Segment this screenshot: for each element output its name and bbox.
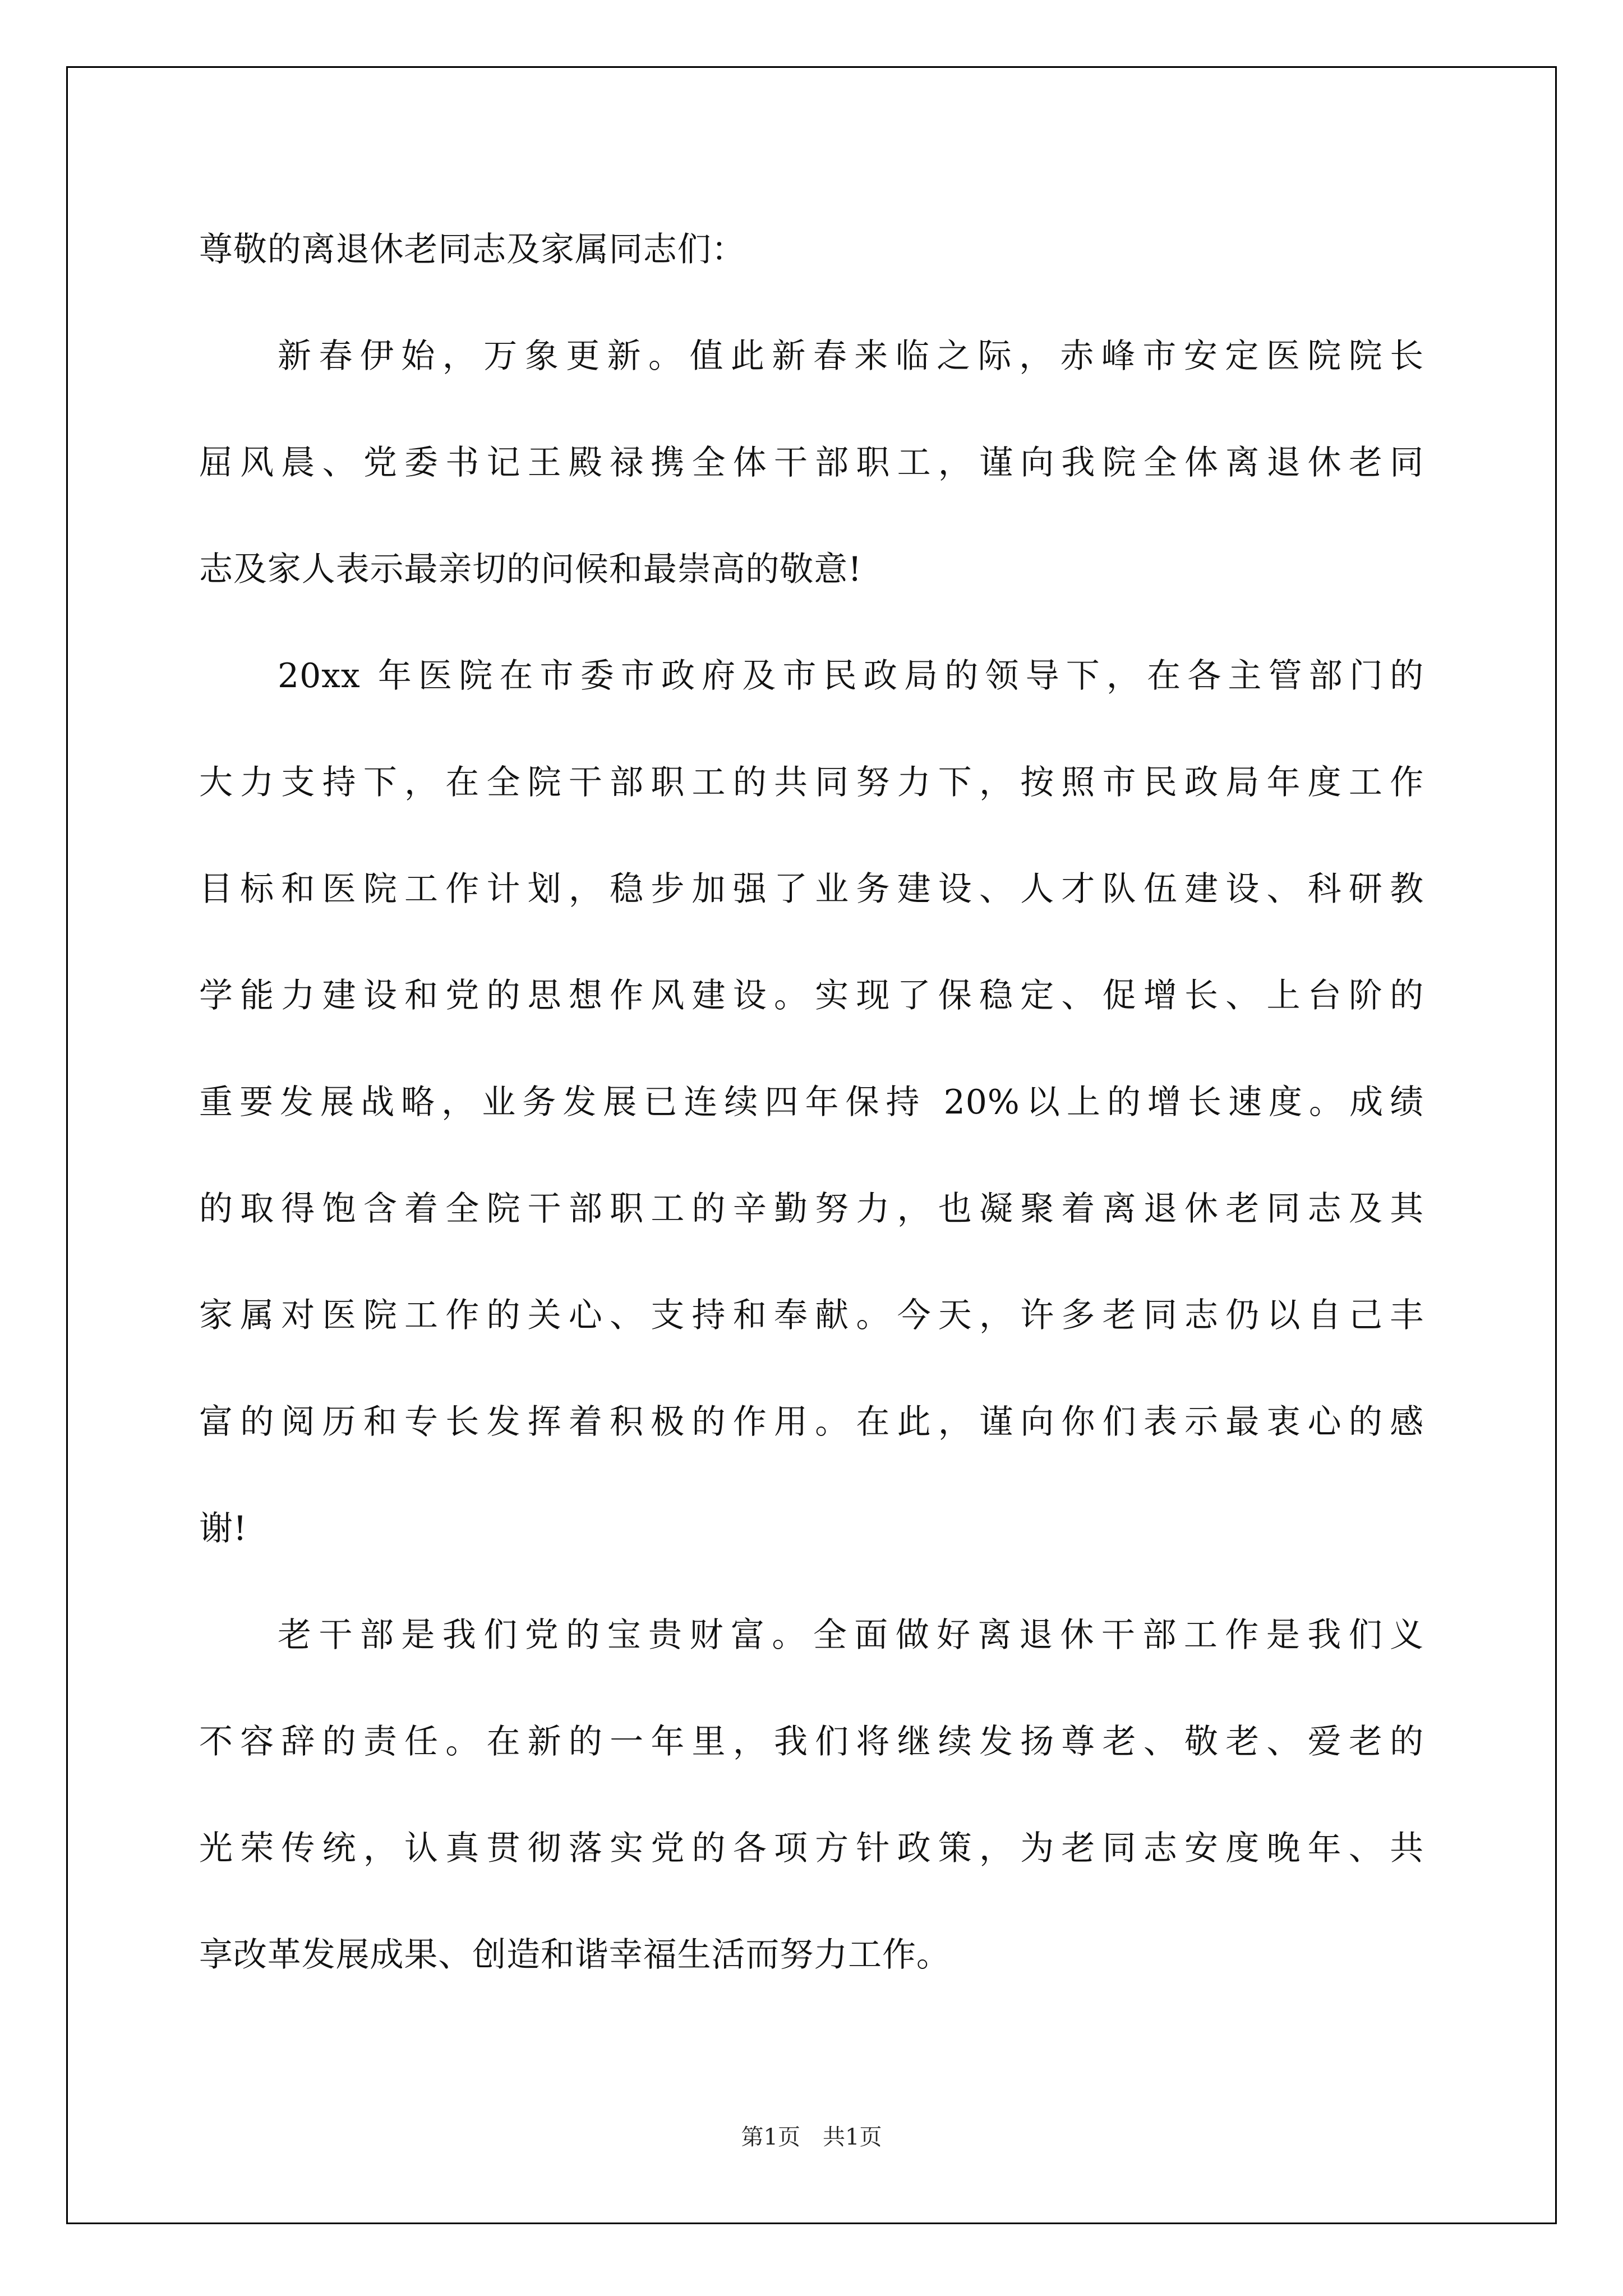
paragraph-3 (199, 1582, 1424, 2008)
text-line: 富的阅历和专长发挥着积极的作用。在此，谨向你们表示最衷心的感 (199, 1402, 1424, 1442)
text-line: 重要发展战略，业务发展已连续四年保持 20%以上的增长速度。成绩 (199, 1083, 1424, 1122)
text-line: 志及家人表示最亲切的问候和最崇高的敬意! (199, 550, 863, 589)
text-line: 大力支持下，在全院干部职工的共同努力下，按照市民政局年度工作 (199, 763, 1424, 802)
text-line: 新春伊始，万象更新。值此新春来临之际，赤峰市安定医院院长 (278, 337, 1424, 376)
text-line: 家属对医院工作的关心、支持和奉献。今天，许多老同志仍以自己丰 (199, 1296, 1424, 1335)
text-line: 谢! (199, 1509, 247, 1548)
salutation: 尊敬的离退休老同志及家属同志们： (199, 230, 746, 269)
text-line: 屈风晨、党委书记王殿禄携全体干部职工，谨向我院全体离退休老同 (199, 443, 1424, 482)
paragraph-1 (199, 303, 1424, 623)
text-line: 光荣传统，认真贯彻落实党的各项方针政策，为老同志安度晚年、共 (199, 1829, 1424, 1868)
text-line: 学能力建设和党的思想作风建设。实现了保稳定、促增长、上台阶的 (199, 976, 1424, 1015)
document-body (199, 196, 1424, 2008)
page-number: 第1页 共1页 (741, 2124, 882, 2150)
text-line: 老干部是我们党的宝贵财富。全面做好离退休干部工作是我们义 (278, 1616, 1424, 1655)
text-line: 目标和医院工作计划，稳步加强了业务建设、人才队伍建设、科研教 (199, 869, 1424, 909)
paragraph-2 (199, 623, 1424, 1582)
text-line: 享改革发展成果、创造和谐幸福生活而努力工作。 (199, 1935, 951, 1975)
text-line: 20xx 年医院在市委市政府及市民政局的领导下，在各主管部门的 (278, 656, 1424, 696)
text-line: 不容辞的责任。在新的一年里，我们将继续发扬尊老、敬老、爱老的 (199, 1722, 1424, 1761)
text-line: 的取得饱含着全院干部职工的辛勤努力，也凝聚着离退休老同志及其 (199, 1189, 1424, 1228)
